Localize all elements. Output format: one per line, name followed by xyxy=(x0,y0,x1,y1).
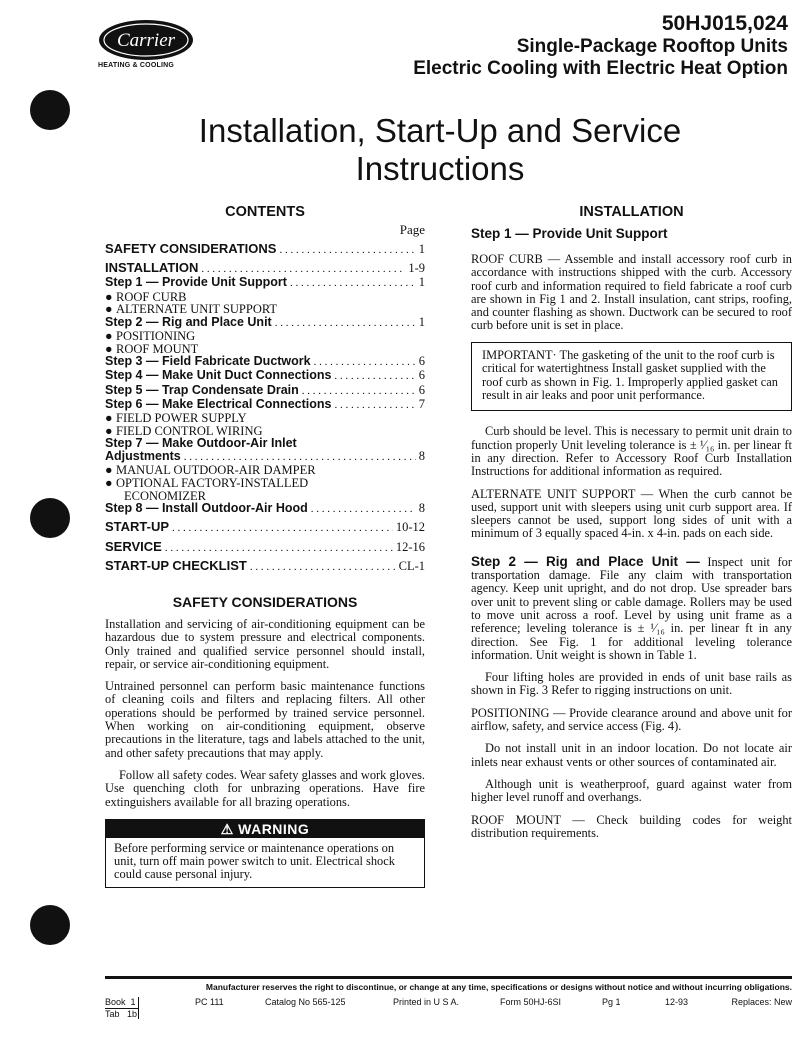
toc-bullet-optional-economizer[interactable]: ● OPTIONAL FACTORY-INSTALLED xyxy=(105,475,309,490)
warning-header xyxy=(106,820,424,838)
right-column xyxy=(471,204,792,849)
warning-text: Before performing service or maintenance operations on unit, turn off main power switch to unit. Electrical shock could cause personal injury. xyxy=(114,840,395,882)
toc-installation[interactable]: INSTALLATION . . . 1-9 xyxy=(105,261,425,276)
footer-printed: Printed in U S A. xyxy=(393,997,460,1007)
toc-step8[interactable]: Step 8 — Install Outdoor-Air Hood . . . 8 xyxy=(105,502,425,516)
title-line-2: Instructions xyxy=(355,150,525,187)
toc-bullet-field-control[interactable]: ● FIELD CONTROL WIRING xyxy=(105,423,263,438)
left-column xyxy=(105,204,425,888)
safety-heading: SAFETY CONSIDERATIONS xyxy=(172,593,358,610)
step2-text: Inspect unit for transportation damage. File any claim with transportation agency. Keep unit upright, and do not drop. Use spreader bars over unit to prevent sling or cable damage. Rollers may be used to move unit across a roof. Level by using unit frame as a reference; leveling tolerance is ± ¹⁄₁₆ in. per linear ft in any direction. See Fig. 1 for additional leveling tolerance information. Unit weight is shown in Table 1. xyxy=(471,554,792,662)
toc-service[interactable]: SERVICE . . . 12-16 xyxy=(105,540,425,555)
toc-bullet-manual-damper[interactable]: ● MANUAL OUTDOOR-AIR DAMPER xyxy=(105,463,316,478)
installation-heading: INSTALLATION xyxy=(579,204,684,220)
safety-paragraph-3: Follow all safety codes. Wear safety glasses and work gloves. Use quenching cloth for unbrazing operations. Have fire extinguishers available for all brazing operations. xyxy=(105,767,425,809)
alternate-support-paragraph: ALTERNATE UNIT SUPPORT — When the curb cannot be used, support unit with sleepers using unit curb support area. If sleepers cannot be used, support long sides of unit with a minimum of 3 equally spaced 4-in. x 4-in. pads on each side. xyxy=(471,486,792,541)
book-tab-block xyxy=(105,997,138,1020)
roof-mount-paragraph: ROOF MOUNT — Check building codes for weight distribution requirements. xyxy=(471,812,792,840)
toc-step7-line1[interactable]: Step 7 — Make Outdoor-Air Inlet xyxy=(105,436,297,451)
footer-rule xyxy=(105,976,792,979)
weather-paragraph: Although unit is weatherproof, guard against water from higher level runoff and overhangs. xyxy=(471,776,792,805)
book-number: 1 xyxy=(130,997,136,1007)
toc-step4[interactable]: Step 4 — Make Unit Duct Connections . . . 6 xyxy=(105,369,425,383)
toc-startup[interactable]: START-UP . . . 10-12 xyxy=(105,520,425,535)
footer-replaces: Replaces: New xyxy=(731,997,792,1007)
header-subtitle: Single-Package Rooftop Units xyxy=(516,36,788,57)
toc-step3[interactable]: Step 3 — Field Fabricate Ductwork . . . 6 xyxy=(105,355,425,369)
contents-heading: CONTENTS xyxy=(225,204,305,220)
important-box: IMPORTANT· The gasketing of the unit to the roof curb is critical for watertightness Install gasket supplied with the roof curb as shown in Fig. 1. Improperly applied gasket can result in air leaks and poor unit performance. xyxy=(471,342,792,412)
logo-tagline: HEATING & COOLING xyxy=(98,62,174,69)
toc-step6[interactable]: Step 6 — Make Electrical Connections . . . 7 xyxy=(105,398,425,412)
toc-checklist[interactable]: START-UP CHECKLIST . . . CL-1 xyxy=(105,559,425,574)
toc-bullet-roof-mount[interactable]: ● ROOF MOUNT xyxy=(105,341,199,356)
indoor-paragraph: Do not install unit in an indoor location. Do not locate air inlets near exhaust vents or other sources of contaminated air. xyxy=(471,741,792,769)
safety-paragraph-2: Untrained personnel can perform basic maintenance functions of cleaning coils and filters and replacing filters. All other operations should be performed by trained service personnel. When working on air-conditioning equipment, observe precautions in the literature, tags and labels attached to the unit, and other safety precautions that may apply. xyxy=(105,679,425,760)
toc-bullet-roof-curb[interactable]: ● ROOF CURB xyxy=(105,289,187,304)
logo-brand: Carrier xyxy=(116,30,176,51)
toc-bullet-alt-support[interactable]: ● ALTERNATE UNIT SUPPORT xyxy=(105,302,278,317)
binder-hole-middle xyxy=(30,498,70,538)
warning-box xyxy=(105,819,425,888)
toc-bullet-optional-economizer-cont[interactable]: ECONOMIZER xyxy=(124,488,206,503)
toc-page-label: Page xyxy=(399,222,425,237)
footer-pc: PC 111 xyxy=(195,997,224,1007)
safety-paragraph-1: Installation and servicing of air-conditioning equipment can be hazardous due to system pressure and electrical components. Only trained and qualified service personnel should install, repair, or service air-conditioning equipment. xyxy=(105,616,425,671)
header-block xyxy=(413,12,788,80)
tab-number: 1b xyxy=(127,1009,138,1019)
step1-heading: Step 1 — Provide Unit Support xyxy=(471,226,668,241)
lifting-paragraph: Four lifting holes are provided in ends of unit base rails as shown in Fig. 3 Refer to rigging instructions on unit. xyxy=(471,670,792,698)
binder-hole-bottom xyxy=(30,905,70,945)
warning-label: WARNING xyxy=(238,820,310,837)
level-paragraph: Curb should be level. This is necessary to permit unit drain to function properly Unit leveling tolerance is ± ¹⁄₁₆ in. per linear ft in any direction. Refer to Accessory Roof Curb Installation Instructions for additional information as required. xyxy=(471,424,792,479)
footer-page: Pg 1 xyxy=(602,997,621,1007)
title-line-1: Installation, Start-Up and Service xyxy=(198,112,682,149)
footer-disclaimer: Manufacturer reserves the right to discontinue, or change at any time, specifications or designs without notice and without incurring obligations. xyxy=(205,982,792,992)
toc-step7[interactable]: Adjustments . . . 8 xyxy=(105,450,425,464)
toc-step1[interactable]: Step 1 — Provide Unit Support . . . 1 xyxy=(105,276,425,290)
footer-date: 12-93 xyxy=(665,997,689,1007)
step2-heading: Step 2 — Rig and Place Unit — xyxy=(471,553,700,569)
footer-catalog: Catalog No 565-125 xyxy=(265,997,346,1007)
model-number: 50HJ015,024 xyxy=(661,12,788,35)
positioning-paragraph: POSITIONING — Provide clearance around and above unit for airflow, safety, and service access (Fig. 4). xyxy=(471,705,792,734)
toc-step2[interactable]: Step 2 — Rig and Place Unit . . . 1 xyxy=(105,316,425,330)
tab-label: Tab xyxy=(105,1009,120,1019)
step2-paragraph xyxy=(471,555,792,662)
toc-bullet-field-power[interactable]: ● FIELD POWER SUPPLY xyxy=(105,411,247,425)
carrier-logo xyxy=(98,18,194,62)
toc-step5[interactable]: Step 5 — Trap Condensate Drain . . . 6 xyxy=(105,384,425,398)
binder-hole-top xyxy=(30,90,70,130)
roof-curb-paragraph: ROOF CURB — Assemble and install accessory roof curb in accordance with instructions shipped with the curb. Accessory roof curb and information required to field fabricate a roof curb are shown in Fig 1 and 2. Install insulation, cant strips, roofing, and counter flashing as shown. Ductwork can be secured to roof curb before unit is set in place. xyxy=(471,252,792,333)
page-title xyxy=(150,112,730,188)
toc-safety[interactable]: SAFETY CONSIDERATIONS . . . 1 xyxy=(105,242,425,257)
toc-bullet-positioning[interactable]: ● POSITIONING xyxy=(105,329,196,343)
book-label: Book xyxy=(105,997,126,1007)
warning-triangle-icon: ⚠ xyxy=(220,820,234,837)
footer-form: Form 50HJ-6SI xyxy=(500,997,562,1007)
header-subtitle-2: Electric Cooling with Electric Heat Option xyxy=(413,58,788,79)
table-of-contents xyxy=(105,242,425,574)
